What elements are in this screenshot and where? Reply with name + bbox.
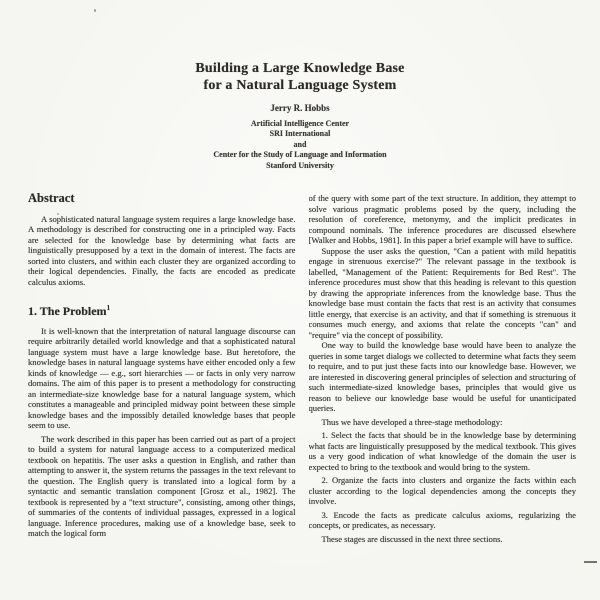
footnote-marker: 1 [106, 304, 111, 312]
affiliation-line: Center for the Study of Language and Information [213, 150, 387, 160]
body-paragraph: Thus we have developed a three-stage methodology: [321, 416, 503, 427]
paper-title-line2: for a Natural Language System [203, 78, 397, 93]
two-column-body [28, 193, 576, 600]
scan-artifact-dot [94, 9, 96, 12]
paper-title-line1: Building a Large Knowledge Base [195, 61, 405, 76]
numbered-item: 2. Organize the facts into clusters and organize the facts within each cluster according to the logical dependencies among the concepts they involve. [308, 475, 576, 506]
closing-paragraph: These stages are discussed in the next three sections. [321, 533, 503, 544]
affiliation-line: SRI International [269, 129, 331, 139]
affiliation-line: and [293, 139, 307, 149]
body-paragraph: of the query with some part of the text structure. In addition, they attempt to solve various pragmatic problems posed by the query, including the resolution of coreference, metonymy, and the implicit predicates in compound nominals. The inference procedures are discussed elsewhere [Walker and Hobbs, 1981]. In this paper a brief example will have to suffice. [308, 193, 576, 245]
body-paragraph: It is well-known that the interpretation of natural language discourse can require arbitrarily detailed world knowledge and that a sophisticated natural language system must have a large knowledge base. But heretofore, the knowledge bases in natural language systems have either encoded only a few kinds of knowledge — e.g., sort hierarchies — or facts in only very narrow domains. The aim of this paper is to present a methodology for constructing an intermediate-size knowledge base for a natural language system, which constitutes a manageable and principled midway point between these simple knowledge bases and the impossibly detailed knowledge bases that people seem to use. [28, 325, 296, 430]
abstract-text: A sophisticated natural language system requires a large knowledge base. A methodology is described for constructing one in a principled way. Facts are selected for the knowledge base by determining what facts are linguistically presupposed by a text in the domain of interest. The facts are sorted into clusters, and within each cluster they are organized according to their logical dependencies. Finally, the facts are encoded as predicate calculus axioms. [28, 213, 296, 287]
left-column [28, 193, 296, 600]
section-heading [28, 303, 296, 317]
affiliation-line: Stanford University [266, 160, 334, 170]
affiliation-block [0, 119, 600, 171]
author-name: Jerry R. Hobbs [270, 103, 330, 113]
title-block [0, 60, 600, 171]
abstract-heading: Abstract [28, 193, 75, 205]
margin-mark [584, 561, 597, 563]
section-heading-text: 1. The Problem [28, 304, 107, 318]
body-paragraph: One way to build the knowledge base would have been to analyze the queries in some target dialogs we collected to determine what facts they seem to require, and to put just these facts into our knowledge base. However, we are interested in discovering general principles of selection and structuring of such intermediate-sized knowledge bases, principles that would give us reason to believe our knowledge base would be useful for unanticipated queries. [308, 340, 576, 413]
numbered-item: 3. Encode the facts as predicate calculus axioms, regularizing the concepts, or predicates, as necessary. [308, 509, 576, 530]
numbered-item: 1. Select the facts that should be in the knowledge base by determining what facts are linguistically presupposed by the medical textbook. This gives us a very good indication of what knowledge of the domain the user is expected to bring to the textbook and would bring to the system. [308, 430, 576, 472]
paper-title [0, 60, 600, 94]
body-paragraph: The work described in this paper has been carried out as part of a project to build a system for natural language access to a computerized medical textbook on hepatitis. The user asks a question in English, and rather than attempting to answer it, the system returns the passages in the text relevant to the question. The English query is translated into a logical form by a syntactic and semantic translation component [Grosz et al., 1982]. The textbook is represented by a "text structure", consisting, among other things, of summaries of the contents of individual passages, expressed in a logical language. Inference procedures, making use of a knowledge base, seek to match the logical form [28, 433, 296, 538]
right-column [309, 193, 577, 600]
affiliation-line: Artificial Intelligence Center [250, 119, 350, 128]
body-paragraph: Suppose the user asks the question, "Can a patient with mild hepatitis engage in strenuous exercise?" The relevant passage in the textbook is labelled, "Management of the Patient: Requirements for Bed Rest". The inference procedures must show that this heading is relevant to this question by drawing the appropriate inferences from the knowledge base. Thus the knowledge base must contain the facts that rest is an activity that consumes little energy, that exercise is an activity, and that if something is strenuous it consumes much energy, and axioms that relate the concepts "can" and "require" via the concept of possibility. [308, 245, 576, 340]
